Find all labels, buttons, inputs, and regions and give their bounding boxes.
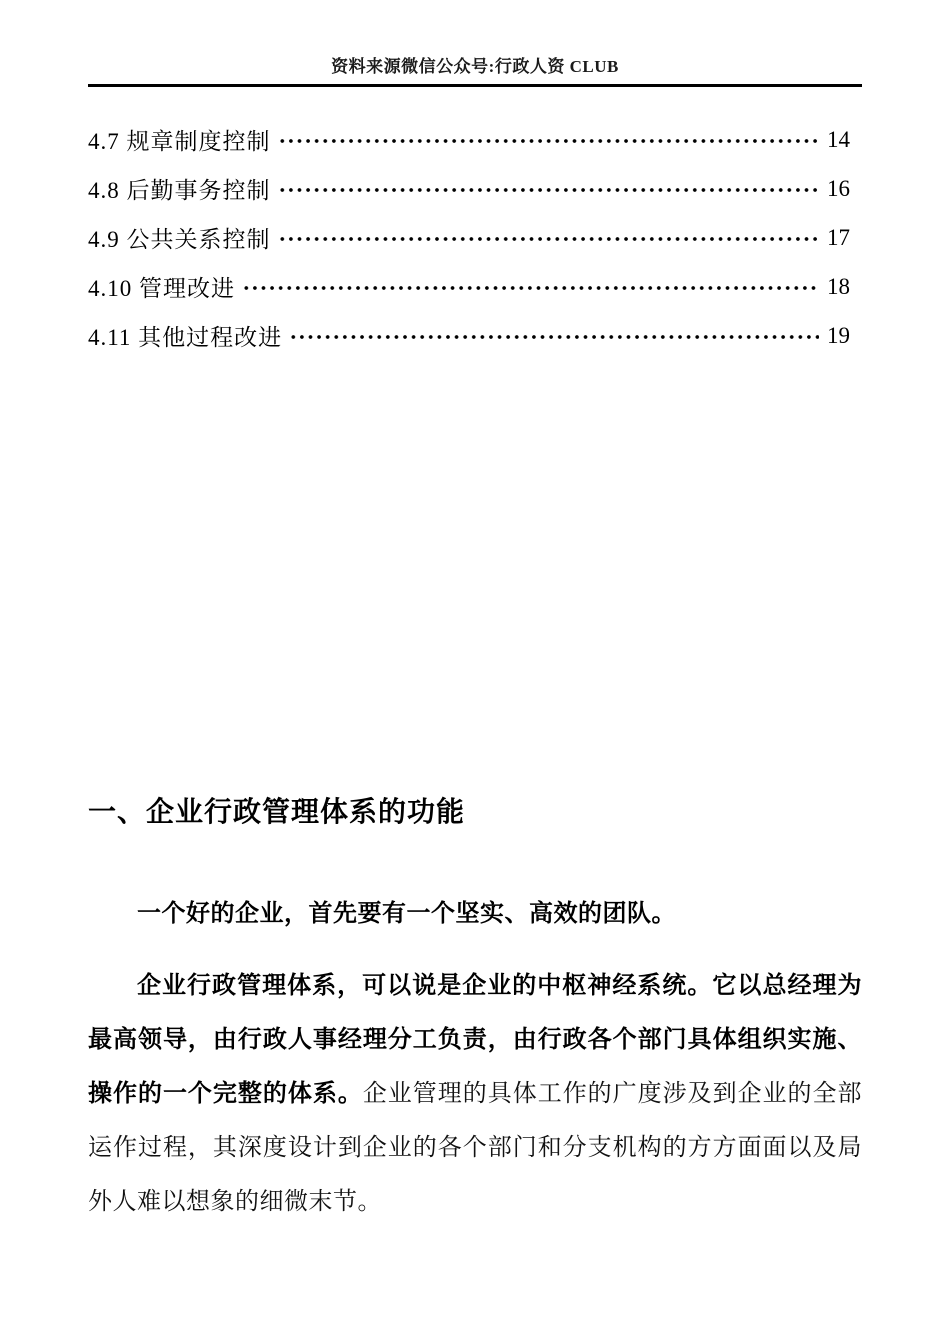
toc-entry[interactable] [88,262,862,311]
toc-entry-label: 4.11 其他过程改进 [88,325,283,350]
toc-entry[interactable] [88,311,862,360]
toc-leader-dots [278,129,820,153]
toc-page-number: 16 [827,175,850,201]
toc-entry-label: 4.9 公共关系控制 [88,227,271,252]
table-of-contents [88,87,862,360]
paragraph-admin-system [88,959,862,1229]
toc-page-number: 19 [827,322,850,348]
page-header [88,0,862,87]
header-source-text: 资料来源微信公众号:行政人资 CLUB [331,57,619,76]
paragraph-admin-system-bold-run: 企业行政管理体系，可以说是企业的中枢神经系统。它以总经理为最高领导，由行政人事经理分工负责，由行政各个部门具体组织实施、操作的一个完整的体系。 [88,973,862,1107]
paragraph-admin-system-regular-run: 企业管理的具体工作的广度涉及到企业的全部运作过程，其深度设计到企业的各个部门和分支机构的方方面面以及局外人难以想象的细微末节。 [88,1081,863,1215]
toc-leader-dots [278,227,820,251]
toc-leader-dots [242,276,819,300]
toc-entry[interactable] [88,115,862,164]
toc-page-number: 18 [827,273,850,299]
toc-leader-dots [278,178,820,202]
toc-page-number: 14 [827,126,850,152]
paragraph-team: 一个好的企业，首先要有一个坚实、高效的团队。 [137,901,676,927]
vertical-spacer [0,360,950,793]
toc-entry-label: 4.8 后勤事务控制 [88,178,271,203]
toc-leader-dots [289,325,819,349]
toc-page-number: 17 [827,224,850,250]
toc-entry-label: 4.10 管理改进 [88,276,235,301]
toc-entry[interactable] [88,164,862,213]
toc-entry[interactable] [88,213,862,262]
section-heading: 一、企业行政管理体系的功能 [88,796,466,827]
toc-entry-label: 4.7 规章制度控制 [88,129,271,154]
